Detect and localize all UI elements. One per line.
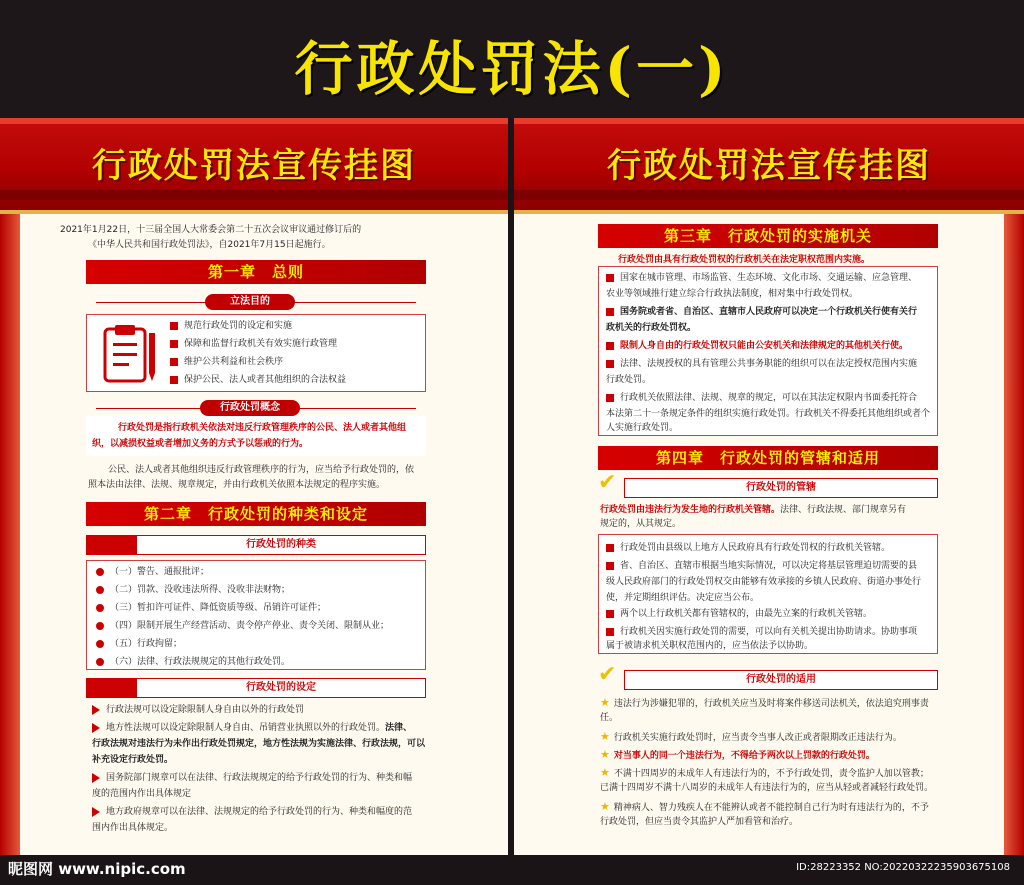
setting-item-3-cont: 度的范围内作出具体规定 [92, 789, 192, 799]
star-icon: ★ [600, 748, 610, 761]
app-item-2: ★ 行政机关实施行政处罚时，应当责令当事人改正或者限期改正违法行为。 [600, 730, 902, 743]
checkmark-icon: ✔ [598, 662, 617, 687]
purpose-title: 立法目的 [205, 294, 295, 310]
jur-lead: 行政处罚由违法行为发生地的行政机关管辖。法律、行政法规、部门规章另有 [600, 505, 907, 515]
type-item: （五）行政拘留； [96, 638, 182, 651]
c3-item-2: 国务院或者省、自治区、直辖市人民政府可以决定一个行政机关行使有关行 [606, 306, 917, 319]
jur-item-2: 省、自治区、直辖市根据当地实际情况，可以决定将基层管理迫切需要的县 [606, 560, 917, 573]
jur-item-2-end: 使，并定期组织评估。决定应当公布。 [606, 593, 760, 603]
jur-lead-cont: 规定的，从其规定。 [600, 519, 682, 529]
intro-line-2: 《中华人民共和国行政处罚法》，自2021年7月15日起施行。 [88, 240, 331, 250]
left-side-bar [0, 214, 20, 855]
type-item: （六）法律、行政法规规定的其他行政处罚。 [96, 656, 290, 669]
concept-line-2: 织，以减损权益或者增加义务的方式予以惩戒的行为。 [92, 439, 309, 449]
c3-item-4: 法律、法规授权的具有管理公共事务职能的组织可以在法定授权范围内实施 [606, 358, 917, 371]
para-line-2: 照本法由法律、法规、规章规定，并由行政机关依照本法规定的程序实施。 [88, 480, 386, 490]
left-panel-title: 行政处罚法宣传挂图 [92, 146, 416, 186]
star-icon: ★ [600, 696, 610, 709]
star-icon: ★ [600, 800, 610, 813]
concept-title: 行政处罚概念 [200, 400, 300, 416]
c3-item-3: 限制人身自由的行政处罚权只能由公安机关和法律规定的其他机关行使。 [606, 340, 908, 353]
c3-item-1-cont: 农业等领域推行建立综合行政执法制度，相对集中行政处罚权。 [606, 289, 859, 299]
c3-item-4-cont: 行政处罚。 [606, 375, 652, 385]
chapter-4-title: 第四章 行政处罚的管辖和适用 [598, 446, 938, 470]
chapter-3-title: 第三章 行政处罚的实施机关 [598, 224, 938, 248]
intro-line-1: 2021年1月22日，十三届全国人大常委会第二十五次会议审议通过修订后的 [60, 225, 362, 235]
jur-item-3: 两个以上行政机关都有管辖权的，由最先立案的行政机关管辖。 [606, 608, 872, 621]
c3-item-5: 行政机关依照法律、法规、规章的规定，可以在其法定权限内书面委托符合 [606, 392, 917, 405]
app-item-4: ★ 不满十四周岁的未成年人有违法行为的，不予行政处罚，责令监护人加以管教； [600, 766, 929, 779]
clipboard-icon [101, 323, 161, 385]
jurisdiction-title: 行政处罚的管辖 [624, 478, 938, 498]
c3-item-1: 国家在城市管理、市场监管、生态环境、文化市场、交通运输、应急管理、 [606, 272, 917, 285]
type-item: （二）罚款、没收违法所得、没收非法财物； [96, 584, 290, 597]
setting-item-4: 地方政府规章可以在法律、法规规定的给予行政处罚的行为、种类和幅度的范 [92, 806, 412, 819]
setting-title: 行政处罚的设定 [136, 678, 426, 698]
jur-item-2-cont: 级人民政府部门的行政处罚权交由能够有效承接的乡镇人民政府、街道办事处行 [606, 577, 922, 587]
purpose-item: 维护公共利益和社会秩序 [170, 356, 283, 369]
setting-item-2-end: 补充设定行政处罚。 [92, 755, 174, 765]
type-item: （三）暂扣许可证件、降低资质等级、吊销许可证件； [96, 602, 326, 615]
right-side-bar [1004, 214, 1024, 855]
c3-item-5-end: 人实施行政处罚。 [606, 423, 679, 433]
purpose-item: 保护公民、法人或者其他组织的合法权益 [170, 374, 346, 387]
types-title: 行政处罚的种类 [136, 535, 426, 555]
jur-item-4: 行政机关因实施行政处罚的需要，可以向有关机关提出协助请求。协助事项 [606, 626, 917, 639]
right-panel [514, 118, 1024, 855]
purpose-item: 保障和监督行政机关有效实施行政管理 [170, 338, 337, 351]
jur-item-1: 行政处罚由县级以上地方人民政府具有行政处罚权的行政机关管辖。 [606, 542, 890, 555]
left-panel [0, 118, 508, 855]
setting-item-4-cont: 围内作出具体规定。 [92, 823, 174, 833]
app-item-3: ★ 对当事人的同一个违法行为，不得给予两次以上罚款的行政处罚。 [600, 748, 875, 761]
para-line-1: 公民、法人或者其他组织违反行政管理秩序的行为，应当给予行政处罚的，依 [108, 465, 415, 475]
watermark-id: ID:28223352 NO:20220322235903675108 [796, 862, 1010, 873]
setting-item-2: 地方性法规可以设定除限制人身自由、吊销营业执照以外的行政处罚。法律、 [92, 722, 412, 735]
app-item-1: ★ 违法行为涉嫌犯罪的，行政机关应当及时将案件移送司法机关，依法追究刑事责 [600, 696, 929, 709]
star-icon: ★ [600, 730, 610, 743]
right-panel-header [514, 118, 1024, 210]
application-title: 行政处罚的适用 [624, 670, 938, 690]
app-item-4-cont: 已满十四周岁不满十八周岁的未成年人有违法行为的，应当从轻或者减轻行政处罚。 [600, 783, 934, 793]
app-item-5: ★ 精神病人、智力残疾人在不能辨认或者不能控制自己行为时有违法行为的，不予 [600, 800, 929, 813]
left-panel-header [0, 118, 508, 210]
type-item: （一）警告、通报批评； [96, 566, 209, 579]
right-panel-title: 行政处罚法宣传挂图 [607, 146, 931, 186]
chapter-1-title: 第一章 总则 [86, 260, 426, 284]
jur-item-4-cont: 属于被请求机关职权范围内的，应当依法予以协助。 [606, 641, 814, 651]
checkmark-icon: ✔ [598, 470, 617, 495]
main-title: 行政处罚法(一) [294, 35, 730, 103]
chapter-2-title: 第二章 行政处罚的种类和设定 [86, 502, 426, 526]
purpose-item: 规范行政处罚的设定和实施 [170, 320, 292, 333]
c3-lead: 行政处罚由具有行政处罚权的行政机关在法定职权范围内实施。 [618, 255, 871, 265]
app-item-1-cont: 任。 [600, 713, 619, 723]
setting-item-2-cont: 行政法规对违法行为未作出行政处罚规定，地方性法规为实施法律、行政法规，可以 [92, 739, 426, 749]
c3-item-5-cont: 本法第二十一条规定条件的组织实施行政处罚。行政机关不得委托其他组织或者个 [606, 409, 931, 419]
watermark-logo: 昵图网 www.nipic.com [8, 860, 186, 878]
star-icon: ★ [600, 766, 610, 779]
type-item: （四）限制开展生产经营活动、责令停产停业、责令关闭、限制从业； [96, 620, 389, 633]
setting-item-1: 行政法规可以设定除限制人身自由以外的行政处罚 [92, 704, 304, 717]
setting-item-3: 国务院部门规章可以在法律、行政法规规定的给予行政处罚的行为、种类和幅 [92, 772, 412, 785]
app-item-5-cont: 行政处罚，但应当责令其监护人严加看管和治疗。 [600, 817, 799, 827]
concept-line-1: 行政处罚是指行政机关依法对违反行政管理秩序的公民、法人或者其他组 [118, 423, 407, 433]
c3-item-2-cont: 政机关的行政处罚权。 [606, 323, 697, 333]
